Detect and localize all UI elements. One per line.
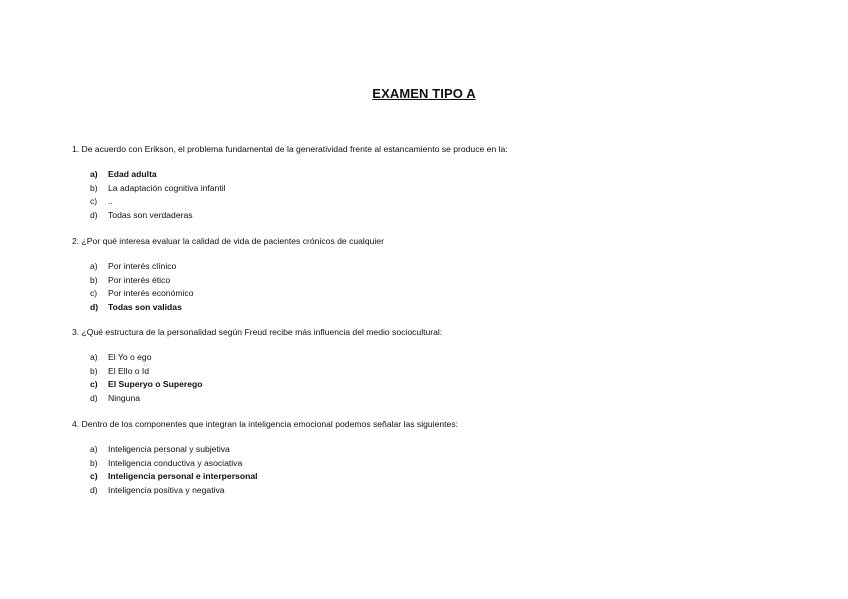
question-text: 2. ¿Por qué interesa evaluar la calidad de vida de pacientes crónicos de cualquier bbox=[72, 236, 384, 246]
option-text: El Yo o ego bbox=[108, 352, 152, 362]
option-c bbox=[72, 195, 792, 209]
option-text: El Ello o Id bbox=[108, 365, 150, 376]
option-letter: b) bbox=[90, 365, 98, 376]
exam-title: EXAMEN TIPO A bbox=[372, 86, 476, 101]
option-letter: d) bbox=[90, 209, 98, 220]
question-1 bbox=[72, 143, 792, 222]
options-list bbox=[72, 443, 792, 497]
option-text: La adaptación cognitiva infantil bbox=[108, 182, 226, 193]
question-text: 1. De acuerdo con Erikson, el problema fundamental de la generatividad frente al estancamiento se produce en la: bbox=[72, 144, 508, 154]
option-text: Por interés económico bbox=[108, 288, 194, 298]
option-letter: d) bbox=[90, 301, 99, 312]
option-text: Inteligencia conductiva y asociativa bbox=[108, 457, 243, 468]
option-c bbox=[72, 378, 792, 392]
option-text: Todas son validas bbox=[108, 301, 182, 312]
option-letter: b) bbox=[90, 457, 98, 468]
question-2 bbox=[72, 235, 792, 314]
question-text: 4. Dentro de los componentes que integran la inteligencia emocional podemos señalar las siguientes: bbox=[72, 419, 459, 429]
option-text: Ninguna bbox=[108, 392, 141, 403]
option-text: Inteligencia personal y subjetiva bbox=[108, 444, 230, 454]
option-text: Inteligencia positiva y negativa bbox=[108, 484, 225, 495]
option-letter: d) bbox=[90, 392, 98, 403]
option-b bbox=[72, 457, 792, 471]
option-letter: c) bbox=[90, 196, 98, 206]
option-d bbox=[72, 392, 792, 406]
option-d bbox=[72, 209, 792, 223]
option-letter: c) bbox=[90, 288, 98, 298]
option-text: .. bbox=[108, 196, 113, 206]
option-b bbox=[72, 274, 792, 288]
option-text: Edad adulta bbox=[108, 169, 157, 179]
question-3 bbox=[72, 326, 792, 405]
option-a bbox=[72, 260, 792, 274]
option-d bbox=[72, 301, 792, 315]
options-list bbox=[72, 168, 792, 222]
option-b bbox=[72, 365, 792, 379]
option-text: El Superyo o Superego bbox=[108, 379, 203, 389]
option-letter: a) bbox=[90, 261, 98, 271]
option-letter: c) bbox=[90, 379, 98, 389]
options-list bbox=[72, 351, 792, 405]
option-letter: b) bbox=[90, 274, 98, 285]
option-d bbox=[72, 484, 792, 498]
option-c bbox=[72, 470, 792, 484]
option-text: Todas son verdaderas bbox=[108, 209, 193, 220]
option-a bbox=[72, 351, 792, 365]
option-a bbox=[72, 168, 792, 182]
options-list bbox=[72, 260, 792, 314]
option-a bbox=[72, 443, 792, 457]
option-b bbox=[72, 182, 792, 196]
question-4 bbox=[72, 418, 792, 497]
option-letter: d) bbox=[90, 484, 98, 495]
option-letter: a) bbox=[90, 352, 98, 362]
question-text: 3. ¿Qué estructura de la personalidad según Freud recibe más influencia del medio sociocultural: bbox=[72, 327, 443, 337]
option-text: Inteligencia personal e interpersonal bbox=[108, 471, 258, 481]
option-letter: a) bbox=[90, 169, 98, 179]
option-c bbox=[72, 287, 792, 301]
option-letter: c) bbox=[90, 471, 98, 481]
option-text: Por interés clínico bbox=[108, 261, 177, 271]
option-letter: a) bbox=[90, 444, 98, 454]
option-text: Por interés ético bbox=[108, 274, 171, 285]
option-letter: b) bbox=[90, 182, 98, 193]
